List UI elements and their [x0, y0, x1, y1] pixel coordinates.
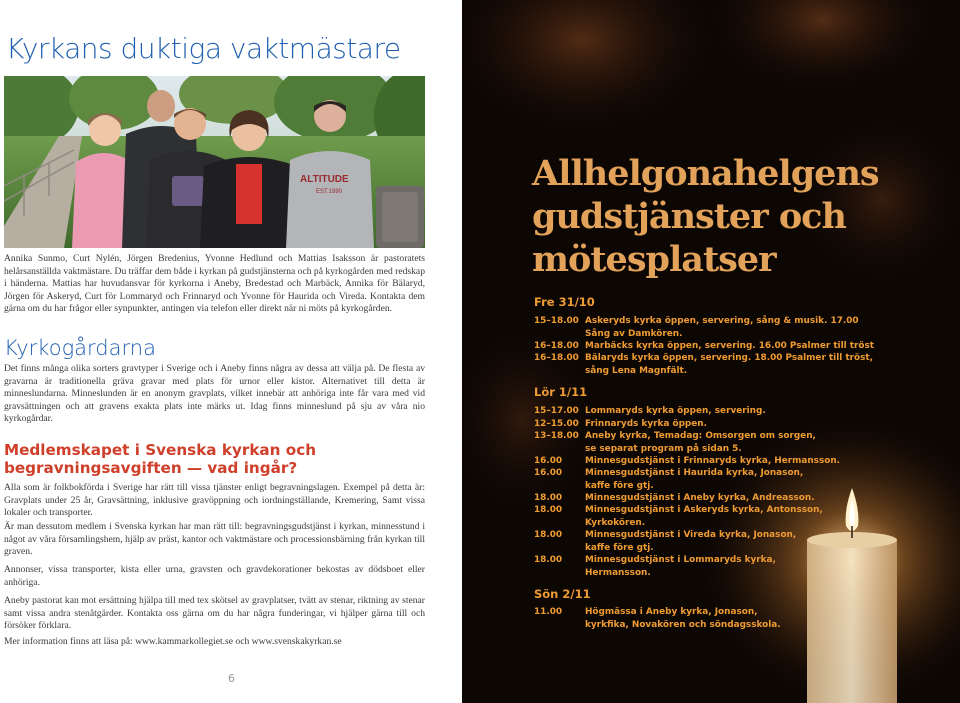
paragraph: Alla som är folkbokförda i Sverige har rätt till vissa tjänster enligt begravningslagen. Exempel på detta är: Gravplats under 25 år, Gravsättning, inklusive gravöppning och iordningställande, Kremering, Samt vissa lokaler och transporter. [4, 482, 425, 519]
paragraph: Är man dessutom medlem i Svenska kyrkan har man rätt till: begravningsgudstjänst i kyrkan, minnesstund i något av våra församlingshem, hjälp av präst, kantor och vaktmästare och processionsbärning från kyrkan till graven. [4, 521, 425, 558]
photo-caption: Annika Sunmo, Curt Nylén, Jörgen Bredenius, Yvonne Hedlund och Mattias Isaksson är pastoratets helårsanställda vaktmästare. Du träffar dem både i kyrkan på gudstjänsterna och på kyrkogården med redskap i händerna. Mattias har huvudansvar för kyrkorna i Aneby, Bredestad och Marbäck, Annika för Bälaryd, Jörgen för Askeryd, Curt för Lommaryd och Frinnaryd och Yvonne för Haurida och Vireda. Kontakta dem gärna om du har frågor eller synpunkter, antingen via telefon eller direkt när ni möts på kyrkogården. [4, 253, 425, 315]
schedule-event: 16.00 Minnesgudstjänst i Haurida kyrka, Jonason, kaffe före gtj. [534, 468, 804, 491]
schedule-event: 18.00 Minnesgudstjänst i Aneby kyrka, Andreasson. [534, 493, 815, 503]
day-heading-fre: Fre 31/10 [534, 295, 595, 309]
schedule-event: 15–17.00 Lommaryds kyrka öppen, servering. [534, 406, 766, 416]
staff-photo-illustration [4, 76, 425, 248]
question-heading: Medlemskapet i Svenska kyrkan och begravningsavgiften — vad ingår? [4, 441, 317, 477]
schedule-event: 13–18.00 Aneby kyrka, Temadag: Omsorgen om sorgen, se separat program på sidan 5. [534, 431, 816, 454]
schedule-event: 18.00 Minnesgudstjänst i Vireda kyrka, Jonason, kaffe före gtj. [534, 530, 797, 553]
shirt-print-subtext: EST.1990 [316, 189, 343, 195]
schedule-event: 18.00 Minnesgudstjänst i Askeryds kyrka, Antonsson, Kyrkokören. [534, 505, 823, 528]
page-title: Kyrkans duktiga vaktmästare [6, 32, 401, 65]
paragraph: Mer information finns att läsa på: www.kammarkollegiet.se och www.svenskakyrkan.se [4, 636, 342, 647]
page-number: 6 [228, 672, 235, 685]
right-page [462, 0, 960, 703]
schedule-event: 16.00 Minnesgudstjänst i Frinnaryds kyrka, Hermansson. [534, 456, 841, 466]
paragraph: Annonser, vissa transporter, kista eller urna, gravsten och gravdekorationer bekostas av dödsboet eller anhöriga. [4, 564, 425, 588]
schedule-event: 16–18.00 Marbäcks kyrka öppen, servering. 16.00 Psalmer till tröst [534, 341, 875, 351]
schedule-event: 18.00 Minnesgudstjänst i Lommaryds kyrka, Hermansson. [534, 555, 776, 578]
left-page [0, 0, 462, 703]
schedule-event: 11.00 Högmässa i Aneby kyrka, Jonason, kyrkfika, Novakören och söndagsskola. [534, 607, 781, 630]
day-heading-son: Sön 2/11 [534, 587, 591, 601]
paragraph: Aneby pastorat kan mot ersättning hjälpa till med tex skötsel av gravplatser, tvätt av stenar, riktning av stenar samt vissa andra stenåtgärder. Kontakta oss gärna om du har några funderingar, vi hjälper gärna till och försöker förklara. [4, 595, 425, 632]
day-heading-lor: Lör 1/11 [534, 385, 588, 399]
staff-photo [4, 76, 425, 248]
shirt-print-text: ALTITUDE [300, 174, 349, 185]
schedule-title: Allhelgonahelgens gudstjänster och mötesplatser [532, 153, 879, 280]
section-text-kyrkogardarna: Det finns många olika sorters gravtyper i Sverige och i Aneby finns några av dessa att välja på. De flesta av gravarna är traditionella gräva gravar med plats för urnor eller kistor. Alternativet till detta är minneslundarna. Minneslunden är en anonym gravplats, vilket innebär att anhöriga inte får vara med vid gravsättningen och att gravens exakta plats inte märks ut. Idag finns minneslund på sju av våra nio kyrkogårdar. [4, 363, 425, 425]
schedule-event: 15–18.00 Askeryds kyrka öppen, servering, sång & musik. 17.00 Sång av Damkören. [534, 316, 859, 339]
section-title-kyrkogardarna: Kyrkogårdarna [4, 336, 156, 360]
schedule-event: 16–18.00 Bälaryds kyrka öppen, servering. 18.00 Psalmer till tröst, sång Lena Magnfält. [534, 353, 873, 376]
schedule-event: 12–15.00 Frinnaryds kyrka öppen. [534, 419, 707, 429]
